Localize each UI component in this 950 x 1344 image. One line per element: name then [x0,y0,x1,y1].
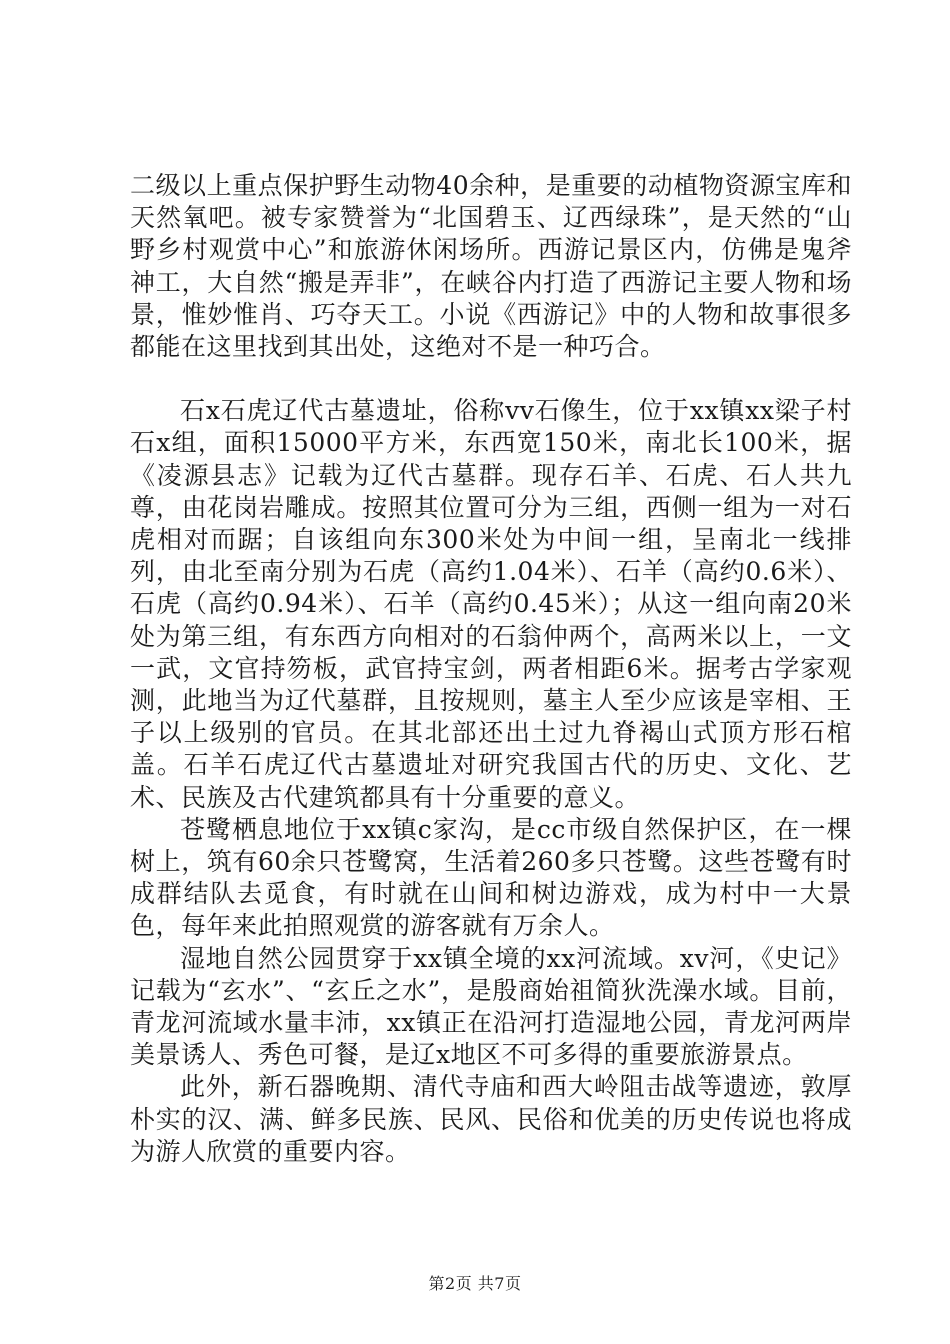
paragraph-other-attractions: 此外，新石器晚期、清代寺庙和西大岭阻击战等遗迹，敦厚朴实的汉、满、鲜多民族、民风、民俗和优美的历史传说也将成为游人欣赏的重要内容。 [130,1072,852,1166]
paragraph-liao-tombs: 石x石虎辽代古墓遗址，俗称vv石像生，位于xx镇xx梁子村石x组，面积15000平方米，东西宽150米，南北长100米，据《凌源县志》记载为辽代古墓群。现存石羊、石虎、石人共九尊，由花岗岩雕成。按照其位置可分为三组，西侧一组为一对石虎相对而踞；自该组向东300米处为中间一组，呈南北一线排列，由北至南分别为石虎（高约1.04米）、石羊（高约0.6米）、石虎（高约0.94米）、石羊（高约0.45米）；从这一组向南20米处为第三组，有东西方向相对的石翁仲两个，高两米以上，一文一武，文官持笏板，武官持宝剑，两者相距6米。据考古学家观测，此地当为辽代墓群，且按规则，墓主人至少应该是宰相、王子以上级别的官员。在其北部还出土过九脊褐山式顶方形石棺盖。石羊石虎辽代古墓遗址对研究我国古代的历史、文化、艺术、民族及古代建筑都具有十分重要的意义。 [130,396,852,812]
paragraph-wildlife-resources: 二级以上重点保护野生动物40余种，是重要的动植物资源宝库和天然氧吧。被专家赞誉为“北国碧玉、辽西绿珠”，是天然的“山野乡村观赏中心”和旅游休闲场所。西游记景区内，仿佛是鬼斧神工，大自然“搬是弄非”，在峡谷内打造了西游记主要人物和场景，惟妙惟肖、巧夺天工。小说《西游记》中的人物和故事很多都能在这里找到其出处，这绝对不是一种巧合。 [130,171,852,362]
page-number-footer: 第2页 共7页 [428,1274,522,1293]
document-body [130,170,852,1168]
paragraph-wetland-park: 湿地自然公园贯穿于xx镇全境的xx河流域。xv河，《史记》记载为“玄水”、“玄丘之水”，是殷商始祖简狄洗澡水域。目前，青龙河流域水量丰沛，xx镇正在沿河打造湿地公园，青龙河两岸美景诱人、秀色可餐，是辽x地区不可多得的重要旅游景点。 [130,943,852,1070]
paragraph-heron-habitat: 苍鹭栖息地位于xx镇c家沟，是cc市级自然保护区，在一棵树上，筑有60余只苍鹭窝，生活着260多只苍鹭。这些苍鹭有时成群结队去觅食，有时就在山间和树边游戏，成为村中一大景色，每年来此拍照观赏的游客就有万余人。 [130,814,852,941]
